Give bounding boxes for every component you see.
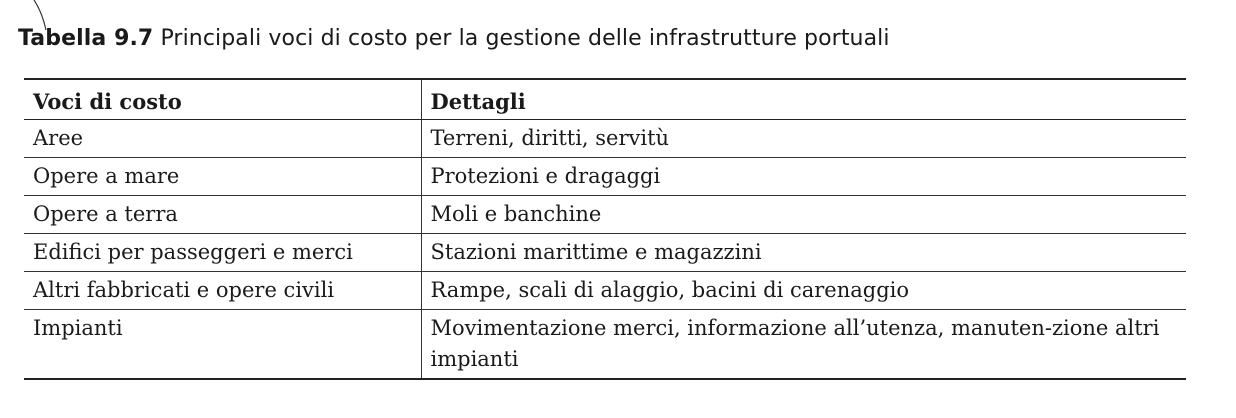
details-cell: Rampe, scali di alaggio, bacini di carenaggio xyxy=(430,278,910,302)
cost-item-cell: Opere a mare xyxy=(24,158,421,196)
table-row xyxy=(24,234,1186,272)
details-cell: Moli e banchine xyxy=(430,202,602,226)
details-cell: Protezioni e dragaggi xyxy=(430,164,661,188)
cost-item-cell: Aree xyxy=(24,120,421,158)
cost-item-cell: Impianti xyxy=(24,310,421,380)
cost-item-cell: Opere a terra xyxy=(24,196,421,234)
cost-table xyxy=(24,78,1186,380)
table-row xyxy=(24,120,1186,158)
details-cell: Stazioni marittime e magazzini xyxy=(430,240,762,264)
details-cell: Terreni, diritti, servitù xyxy=(430,126,670,150)
caption-label: Tabella 9.7 xyxy=(18,26,154,51)
table-row xyxy=(24,196,1186,234)
cost-item-cell: Edifici per passeggeri e merci xyxy=(24,234,421,272)
cost-item-cell: Altri fabbricati e opere civili xyxy=(24,272,421,310)
caption-text: Principali voci di costo per la gestione delle infrastrutture portuali xyxy=(160,26,890,51)
details-cell: Movimentazione merci, informazione all’utenza, manuten-zione altri impianti xyxy=(430,316,1160,371)
table-header-row xyxy=(24,79,1186,120)
header-details: Dettagli xyxy=(430,89,526,114)
table-row xyxy=(24,158,1186,196)
cost-table-container xyxy=(24,78,1186,380)
header-cost-items: Voci di costo xyxy=(24,79,421,120)
table-row xyxy=(24,310,1186,380)
table-row xyxy=(24,272,1186,310)
table-caption xyxy=(18,26,890,51)
